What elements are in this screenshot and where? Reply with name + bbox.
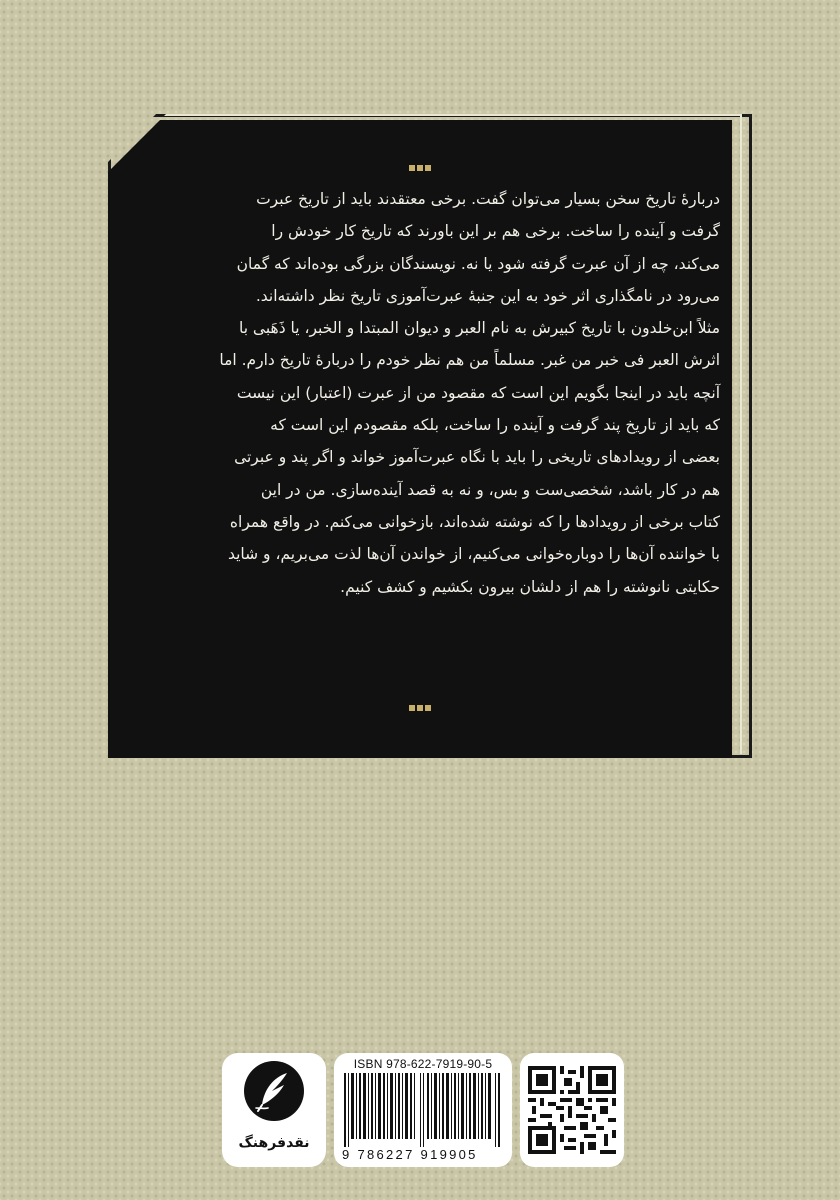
barcode-digits: 9 786227 919905 (342, 1147, 478, 1162)
blurb-line: گرفت و آینده را ساخت. برخی هم بر این باورند که تاریخ کار خودش را (271, 222, 720, 241)
isbn-barcode-card (334, 1053, 512, 1167)
qr-code-card (520, 1053, 624, 1167)
blurb-line: بعضی از رویدادهای تاریخی را باید با نگاه عبرت‌آموز خواند و اگر پند و عبرتی (234, 448, 720, 467)
publisher-name: نقدفرهنگ (238, 1135, 310, 1151)
bottom-ornament-icon (409, 705, 431, 711)
blurb-line: مثلاً ابن‌خلدون با تاریخ کبیرش به نام العبر و دیوان المبتدا و الخبر، یا ذَهَبی با (238, 319, 720, 338)
blurb-line: می‌کند، چه از آن عبرت گرفته شود یا نه. نویسندگان بزرگی بوده‌اند که گمان (236, 254, 720, 273)
blurb-line: حکایتی نانوشته را هم از دلشان بیرون بکشیم و کشف کنیم. (340, 577, 720, 596)
blurb-line: اثرش العبر فی خبر من غبر. مسلماً من هم نظر خودم را دربارهٔ تاریخ دارم. اما (219, 351, 720, 370)
barcode-icon (344, 1073, 502, 1147)
blurb-line: هم در کار باشد، شخصی‌ست و بس، و نه به قصد آینده‌سازی. من در این (260, 480, 720, 499)
top-ornament-icon (409, 165, 431, 171)
publisher-logo-card (222, 1053, 326, 1167)
blurb-line: که باید از تاریخ پند گرفت و آینده را ساخت، بلکه مقصودم این است که (270, 416, 720, 435)
blurb-line: با خواننده آن‌ها را دوباره‌خوانی می‌کنیم، از خواندن آن‌ها لذت می‌بریم، و شاید (227, 545, 720, 564)
isbn-label: ISBN 978-622-7919-90-5 (353, 1057, 493, 1071)
blurb-line: کتاب برخی از رویدادها را که نوشته شده‌اند، بازخوانی می‌کنم. در واقع همراه (229, 512, 720, 531)
qr-code-icon (528, 1066, 616, 1154)
blurb-line: آنچه باید در اینجا بگویم این است که مقصود من از عبرت (اعتبار) این نیست (236, 383, 720, 402)
blurb-text (120, 183, 720, 603)
blurb-line: دربارهٔ تاریخ سخن بسیار می‌توان گفت. برخی معتقدند باید از تاریخ عبرت (256, 190, 720, 208)
quill-feather-icon (244, 1061, 304, 1121)
blurb-line: می‌رود در نامگذاری اثر خود به این جنبهٔ عبرت‌آموزی تاریخ نظر داشته‌اند. (255, 286, 720, 305)
